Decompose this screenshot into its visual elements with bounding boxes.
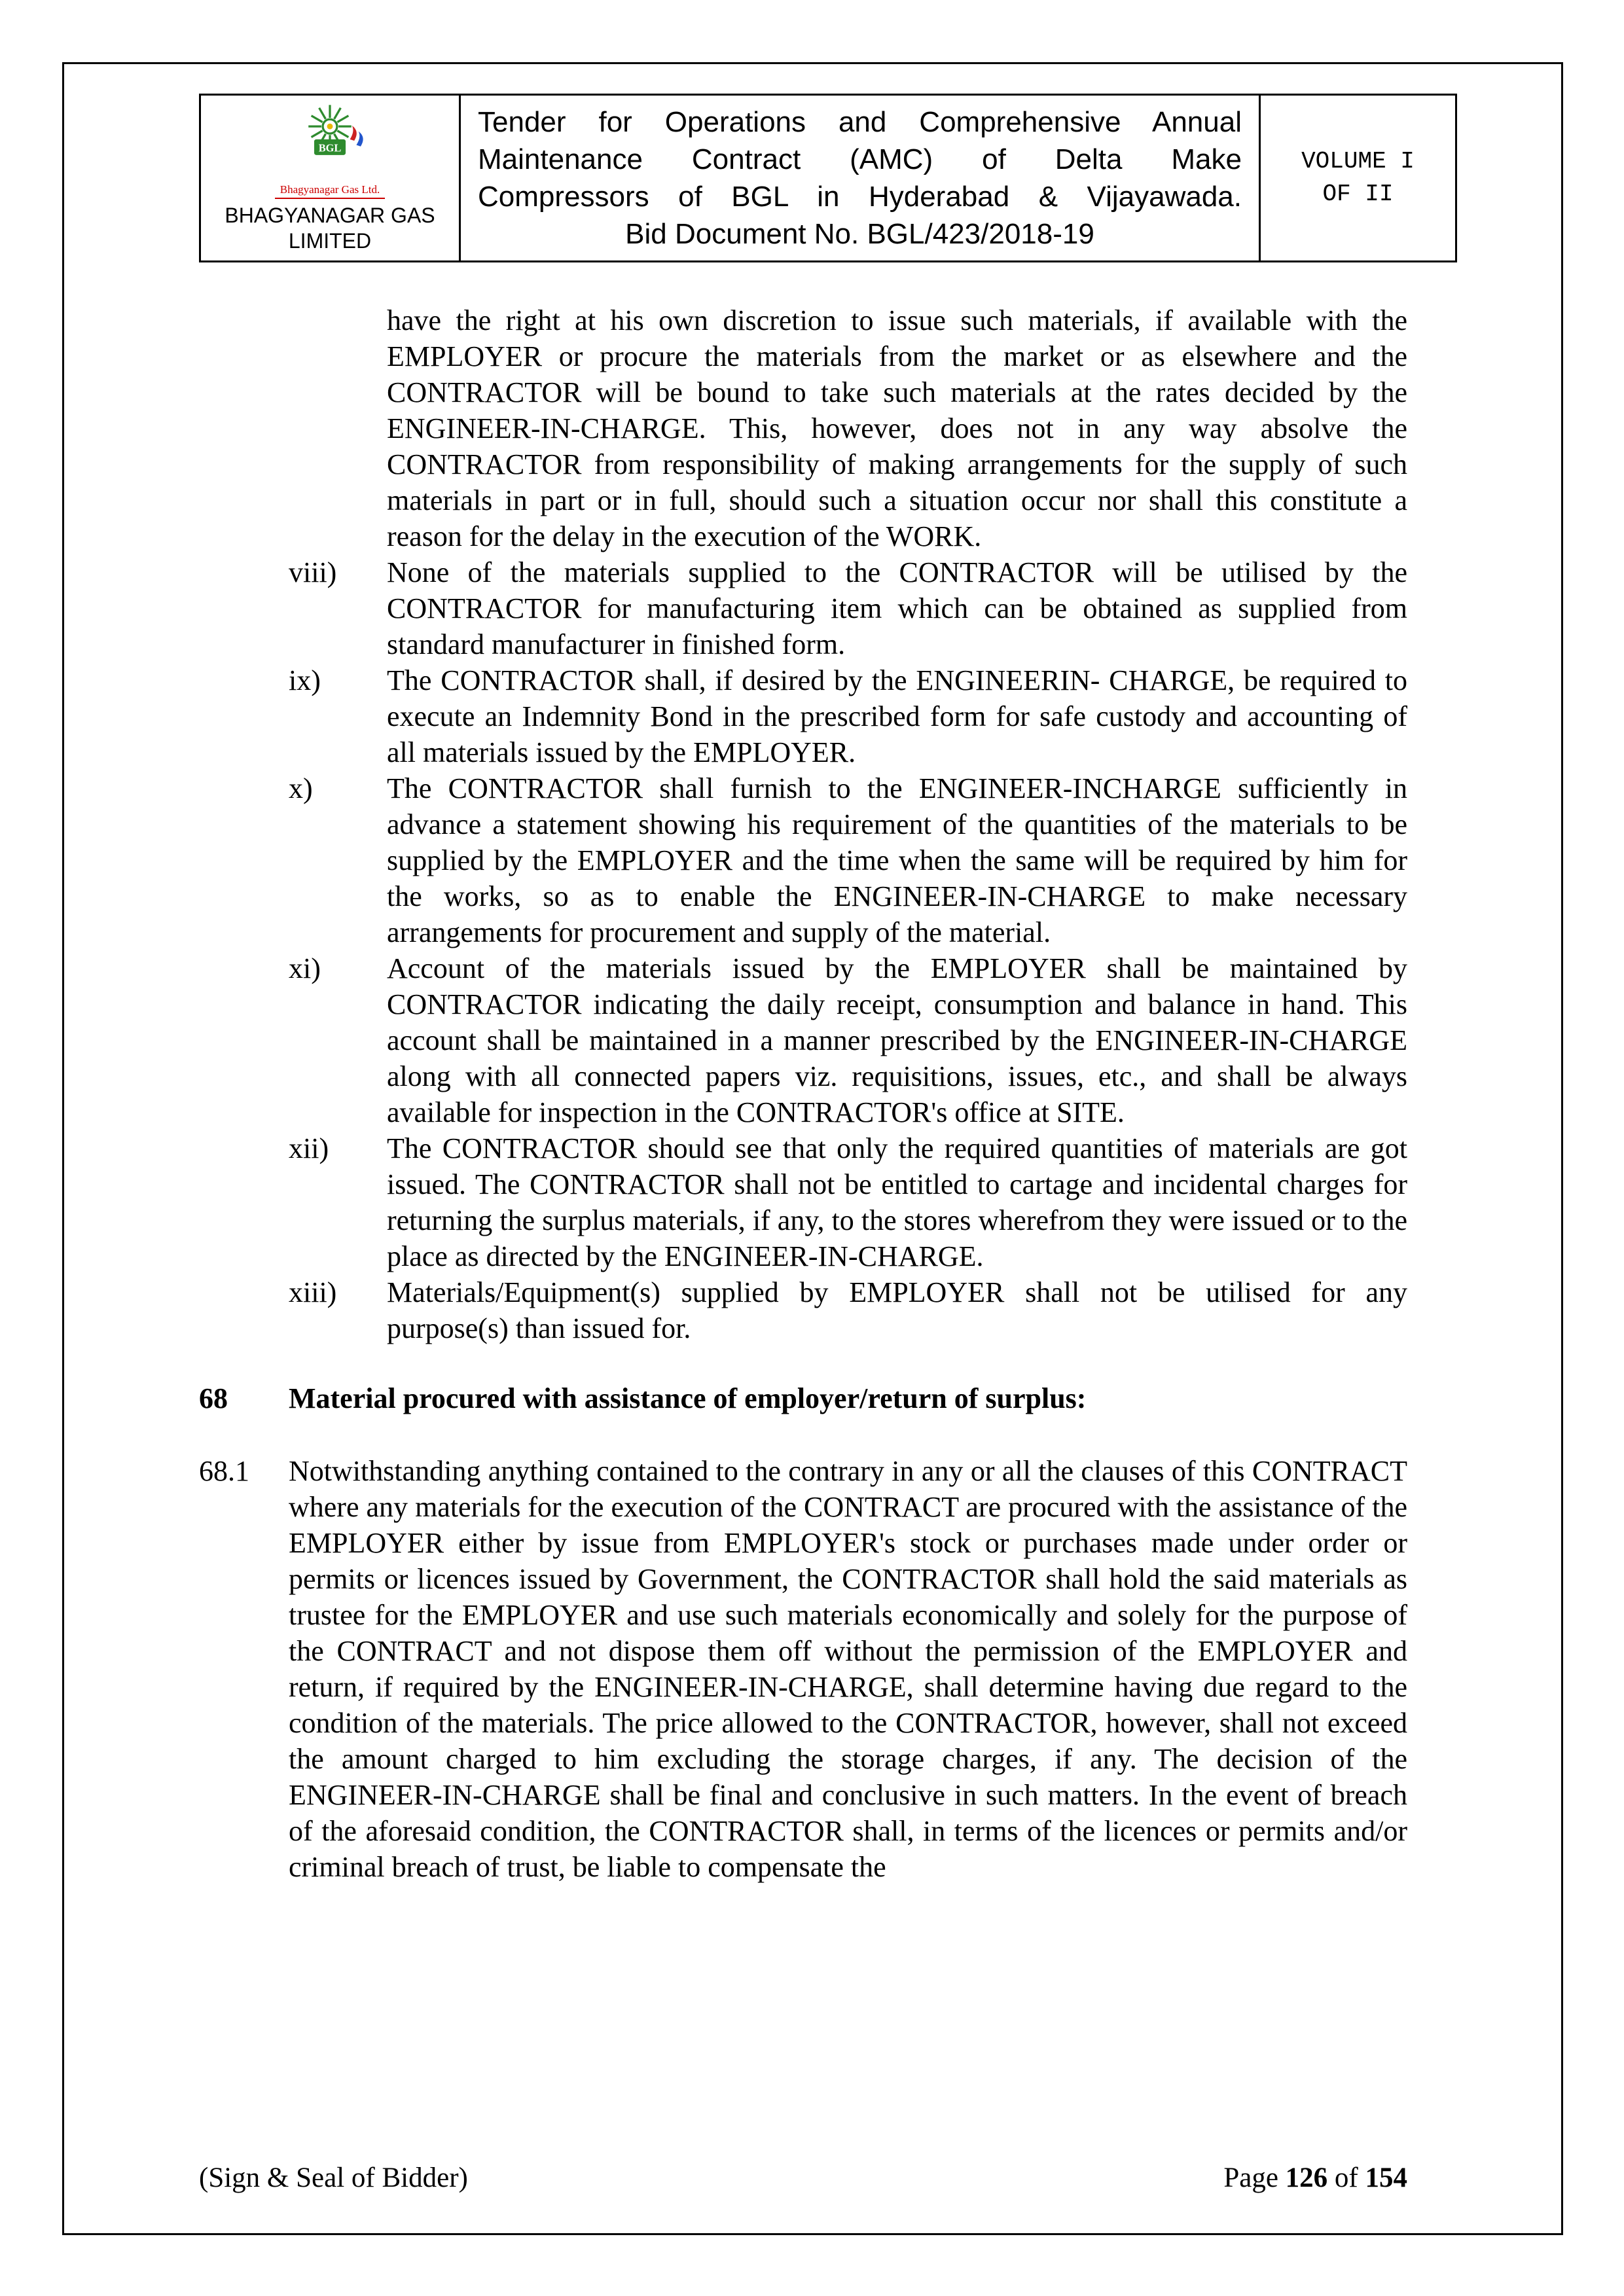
section-heading-68 [199, 1380, 1407, 1416]
logo-monogram: BGL [318, 141, 342, 154]
list-item-xiii [199, 1274, 1407, 1346]
list-number: viii) [289, 556, 337, 588]
list-item-x [199, 770, 1407, 950]
clause-number: 68.1 [199, 1455, 249, 1487]
sign-seal-label: (Sign & Seal of Bidder) [199, 2162, 468, 2193]
page-label: Page [1223, 2162, 1286, 2193]
list-number: xiii) [289, 1276, 337, 1308]
tender-title-line: Maintenance Contract (AMC) of Delta Make [478, 143, 1242, 175]
page-of-label: of [1327, 2162, 1365, 2193]
tender-title-line: Tender for Operations and Comprehensive Annual [478, 106, 1242, 138]
list-text: The CONTRACTOR should see that only the required quantities of materials are got issued. The CONTRACTOR shall not be entitled to cartage and incidental charges for returning the surplus materials, if any, to the stores wherefrom they were issued or to the place as directed by the ENGINEER-IN-CHARGE. [387, 1132, 1407, 1272]
volume-cell [1260, 95, 1456, 262]
section-number: 68 [199, 1382, 228, 1414]
page-footer [199, 2161, 1407, 2195]
page-total: 154 [1365, 2162, 1407, 2193]
list-text: The CONTRACTOR shall furnish to the ENGINEER-INCHARGE sufficiently in advance a statement showing his requirement of the quantities of the materials to be supplied by the EMPLOYER and the time when the same will be required by him for the works, so as to enable the ENGINEER-IN-CHARGE to make necessary arrangements for procurement and supply of the material. [387, 772, 1407, 948]
tender-title-line: Compressors of BGL in Hyderabad & Vijayawada. [478, 181, 1242, 213]
document-body [199, 302, 1407, 1885]
volume-line2: OF II [1322, 181, 1394, 207]
title-cell [460, 95, 1260, 262]
logo-flame-blue [356, 132, 363, 147]
logo-subtext: Bhagyanagar Gas Ltd. [275, 183, 385, 199]
list-number: x) [289, 772, 313, 804]
section-title: Material procured with assistance of employer/return of surplus: [289, 1382, 1087, 1414]
bgl-logo-icon [287, 102, 373, 179]
list-item-xii [199, 1130, 1407, 1274]
logo-cell [200, 95, 460, 262]
org-name-line2: LIMITED [288, 229, 372, 253]
bid-document-number: Bid Document No. BGL/423/2018-19 [625, 218, 1094, 250]
list-text: None of the materials supplied to the CONTRACTOR will be utilised by the CONTRACTOR for manufacturing item which can be obtained as supplied from standard manufacturer in finished form. [387, 556, 1407, 660]
list-item-xi [199, 950, 1407, 1130]
org-name [205, 203, 455, 254]
list-item-ix [199, 662, 1407, 770]
list-text: Account of the materials issued by the EMPLOYER shall be maintained by CONTRACTOR indicating the daily receipt, consumption and balance in hand. This account shall be maintained in a manner prescribed by the ENGINEER-IN-CHARGE along with all connected papers viz. requisitions, issues, etc., and shall be always available for inspection in the CONTRACTOR's office at SITE. [387, 952, 1407, 1128]
list-text: Materials/Equipment(s) supplied by EMPLOYER shall not be utilised for any purpose(s) than issued for. [387, 1276, 1407, 1344]
header-table [199, 94, 1457, 262]
page-current: 126 [1285, 2162, 1328, 2193]
list-item-viii [199, 554, 1407, 662]
continuation-paragraph: have the right at his own discretion to issue such materials, if available with the EMPLOYER or procure the materials from the market or as elsewhere and the CONTRACTOR will be bound to take such materials at the rates decided by the ENGINEER-IN-CHARGE. This, however, does not in any way absolve the CONTRACTOR from responsibility of making arrangements for the supply of such materials in part or in full, should such a situation occur nor shall this constitute a reason for the delay in the execution of the WORK. [387, 304, 1407, 552]
list-number: xi) [289, 952, 321, 984]
list-number: xii) [289, 1132, 329, 1164]
volume-line1: VOLUME I [1301, 148, 1415, 175]
clause-68-1 [199, 1453, 1407, 1885]
logo-flame-red [350, 126, 357, 141]
clause-text: Notwithstanding anything contained to the contrary in any or all the clauses of this CONTRACT where any materials for the execution of the CONTRACT are procured with the assistance of the EMPLOYER either by issue from EMPLOYER's stock or purchases made under order or permits or licences issued by Government, the CONTRACTOR shall hold the said materials as trustee for the EMPLOYER and use such materials economically and solely for the purpose of the CONTRACT and not dispose them off without the permission of the EMPLOYER and return, if required by the ENGINEER-IN-CHARGE, shall determine having due regard to the condition of the materials. The price allowed to the CONTRACTOR, however, shall not exceed the amount charged to him excluding the storage charges, if any. The decision of the ENGINEER-IN-CHARGE shall be final and conclusive in such matters. In the event of breach of the aforesaid condition, the CONTRACTOR shall, in terms of the licences or permits and/or criminal breach of trust, be liable to compensate the [289, 1455, 1407, 1883]
page-number [1223, 2161, 1407, 2195]
list-text: The CONTRACTOR shall, if desired by the ENGINEERIN- CHARGE, be required to execute an Indemnity Bond in the prescribed form for safe custody and accounting of all materials issued by the EMPLOYER. [387, 664, 1407, 768]
org-name-line1: BHAGYANAGAR GAS [225, 204, 435, 227]
list-number: ix) [289, 664, 321, 696]
